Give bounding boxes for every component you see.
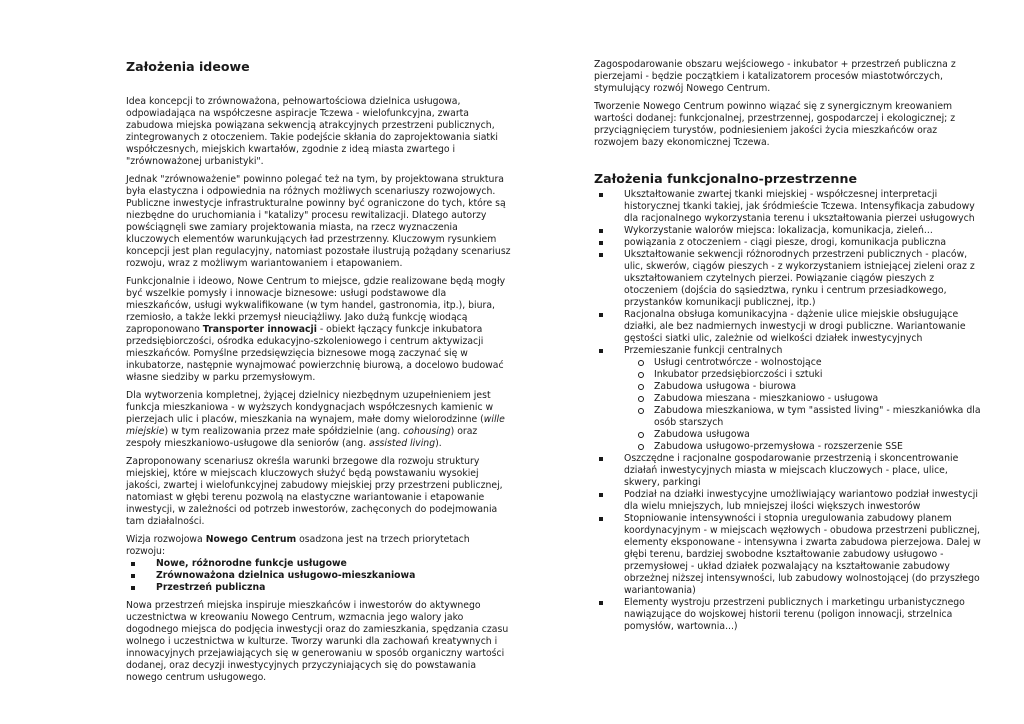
paragraph: Idea koncepcji to zrównoważona, pełnowartościowa dzielnica usługowa, odpowiadająca na współczesne aspiracje Tczewa - wielofunkcyjna, zwarta zabudowa miejska powiązana sekwencją atrakcyjnych przestrzeni publicznych, zintegrowanych z otoczeniem. Takie podejście skłania do zaprojektowania siatki współczesnych, miejskich kwartałów, zgodnie z ideą miasta zwartego i "zrównoważonej urbanistyki". <box>126 96 499 167</box>
paragraph: Tworzenie Nowego Centrum powinno wiązać się z synergicznym kreowaniem wartości dodanej: funkcjonalnej, przestrzennej, gospodarczej i ekologicznej; z przyciągnięciem turystów, podniesieniem jakości życia mieszkańców oraz rozwojem bazy ekonomicznej Tczewa. <box>594 101 956 148</box>
paragraph: Dla wytworzenia kompletnej, żyjącej dzielnicy niezbędnym uzupełnieniem jest funkcja mieszkaniowa - w wyższych kondygnacjach współczesnych kamienic w pierzejach ulic i placów, mieszkania na wynajem, małe domy wielorodzinne (wille miejskie) w tym realizowania przez małe spółdzielnie (ang. cohousing) oraz zespoły mieszkaniowo-usługowe dla seniorów (ang. assisted living). <box>126 390 505 449</box>
sub-list-item: Zabudowa usługowa - biurowa <box>594 381 984 393</box>
paragraph: Zaproponowany scenariusz określa warunki brzegowe dla rozwoju struktury miejskiej, które w miejscach kluczowych służyć będą powstawaniu wysokiej jakości, zwartej i wielofunkcyjnej zabudowy miejskiej przy przestrzeni publicznej, natomiast w głębi terenu pozwolą na elastyczne wariantowanie i etapowanie inwestycji, w zależności od potrzeb inwestorów, zachęconych do podejmowania tam działalności. <box>126 456 503 527</box>
paragraph: Funkcjonalnie i ideowo, Nowe Centrum to miejsce, gdzie realizowane będą mogły być wszelkie pomysły i innowacje biznesowe: usługi podstawowe dla mieszkańców, usługi wykwalifikowane (w tym handel, gastronomia, itp.), biura, rzemiosło, a także lekki przemysł nieuciążliwy. Jako dużą funkcję wiodącą zaproponowano Transporter innowacji - obiekt łączący funkcje inkubatora przedsiębiorczości, ośrodka edukacyjno-szkoleniowego i centrum aktywizacji mieszkańców. Pomyślne przedsięwzięcia biznesowe mogą zaczynać się w inkubatorze, następnie wynajmować powierzchnię biurową, a docelowo budować własne siedziby w parku przemysłowym. <box>126 276 506 383</box>
list-item: Przestrzeń publiczna <box>126 582 511 594</box>
sub-list-item: Usługi centrotwórcze - wolnostojące <box>594 357 984 369</box>
list-item: Ukształtowanie zwartej tkanki miejskiej - współczesnej interpretacji historycznej tkanki takiej, jak śródmieście Tczewa. Intensyfikacja zabudowy dla racjonalnego wykorzystania terenu i ukształtowania pierzei usługowych <box>594 189 984 225</box>
list-item: Elementy wystroju przestrzeni publicznych i marketingu urbanistycznego nawiązujące do wojskowej historii terenu (poligon innowacji, strzelnica pomysłów, wartownia...) <box>594 597 984 633</box>
sub-list-item: Zabudowa usługowo-przemysłowa - rozszerzenie SSE <box>594 441 984 453</box>
left-body <box>126 96 511 690</box>
heading-zalozenia-ideowe: Założenia ideowe <box>126 59 250 74</box>
list-item: Wykorzystanie walorów miejsca: lokalizacja, komunikacja, zieleń... <box>594 225 984 237</box>
paragraph: Nowa przestrzeń miejska inspiruje mieszkańców i inwestorów do aktywnego uczestnictwa w kreowaniu Nowego Centrum, wzmacnia jego walory jako dogodnego miejsca do podjęcia inwestycji oraz do zamieszkania, spędzania czasu wolnego i uczestnictwa w kulturze. Tworzy warunki dla zachowań kreatywnych i innowacyjnych przejawiających się w generowaniu w sposób organiczny wartości dodanej, oraz decyzji inwestycyjnych przyczyniających się do powstawania nowego centrum usługowego. <box>126 600 509 683</box>
priority-list <box>126 558 511 594</box>
list-item: Przemieszanie funkcji centralnych Usługi centrotwórcze - wolnostojące Inkubator przedsiębiorczości i sztuki Zabudowa usługowa - biurowa Zabudowa mieszana - mieszkaniowo - usługowa Zabudowa mieszkaniowa, w tym "assisted living" - mieszkaniówka dla osób starszych Zabudowa usługowa Zabudowa usługowo-przemysłowa - rozszerzenie SSE <box>594 345 984 453</box>
list-item: Podział na działki inwestycyjne umożliwiający wariantowo podział inwestycji dla wielu mniejszych, lub mniejszej ilości większych inwestorów <box>594 489 984 513</box>
functional-list <box>594 189 984 633</box>
sub-list-item: Zabudowa mieszana - mieszkaniowo - usługowa <box>594 393 984 405</box>
paragraph: Jednak "zrównoważenie" powinno polegać też na tym, by projektowana struktura była elastyczna i odpowiednia na różnych możliwych scenariuszy rozwojowych. Publiczne inwestycje infrastrukturalne powinny być ograniczone do tych, które są niezbędne do uruchomiania i "katalizy" procesu rewitalizacji. Dlatego autorzy powściągnęli swe zamiary projektowania miasta, na rzecz wyznaczenia kluczowych elementów warunkujących ład przestrzenny. Kluczowym rysunkiem koncepcji jest plan regulacyjny, natomiast pozostałe ilustrują pożądany scenariusz rozwoju, wraz z możliwym wariantowaniem i etapowaniem. <box>126 174 511 269</box>
sub-list-item: Inkubator przedsiębiorczości i sztuki <box>594 369 984 381</box>
heading-zalozenia-funkcjonalno-przestrzenne: Założenia funkcjonalno-przestrzenne <box>594 171 858 186</box>
list-item: Ukształtowanie sekwencji różnorodnych przestrzeni publicznych - placów, ulic, skwerów, ciągów pieszych - z wykorzystaniem istniejącej zieleni oraz z ukształtowaniem czytelnych pierzei. Powiązanie ciągów pieszych z otoczeniem (dojścia do sąsiedztwa, rynku i centrum przesiadkowego, przystanków komunikacji publicznej, itp.) <box>594 249 984 309</box>
sub-list-item: Zabudowa mieszkaniowa, w tym "assisted living" - mieszkaniówka dla osób starszych <box>594 405 984 429</box>
right-intro <box>594 59 984 155</box>
paragraph: Zagospodarowanie obszaru wejściowego - inkubator + przestrzeń publiczna z pierzejami - będzie początkiem i katalizatorem procesów miastotwórczych, stymulujący rozwój Nowego Centrum. <box>594 59 956 94</box>
list-item: Racjonalna obsługa komunikacyjna - dążenie ulice miejskie obsługujące działki, ale bez nadmiernych inwestycji w drogi publiczne. Wariantowanie gęstości siatki ulic, zależnie od wielkości działek inwestycyjnych <box>594 309 984 345</box>
list-item: powiązania z otoczeniem - ciągi piesze, drogi, komunikacja publiczna <box>594 237 984 249</box>
list-item: Nowe, różnorodne funkcje usługowe <box>126 558 511 570</box>
list-item: Oszczędne i racjonalne gospodarowanie przestrzenią i skoncentrowanie działań inwestycyjnych miasta w miejscach kluczowych - place, ulice, skwery, parkingi <box>594 453 984 489</box>
list-item: Zrównoważona dzielnica usługowo-mieszkaniowa <box>126 570 511 582</box>
sub-list <box>594 357 984 453</box>
paragraph: Wizja rozwojowa Nowego Centrum osadzona jest na trzech priorytetach rozwoju: <box>126 534 470 557</box>
sub-list-item: Zabudowa usługowa <box>594 429 984 441</box>
list-item: Stopniowanie intensywności i stopnia uregulowania zabudowy planem koordynacyjnym - w miejscach węzłowych - obudowa przestrzeni publicznej, elementy eksponowane - intensywna i zwarta zabudowa pierzejowa. Dalej w głębi terenu, bardziej swobodne kształtowanie zabudowy usługowo - przemysłowej - układ działek pozwalający na kształtowanie zabudowy obrzeżnej niższej intensywności, lub zabudowy wolnostojącej (do przyszłego wariantowania) <box>594 513 984 597</box>
right-list <box>594 189 984 633</box>
